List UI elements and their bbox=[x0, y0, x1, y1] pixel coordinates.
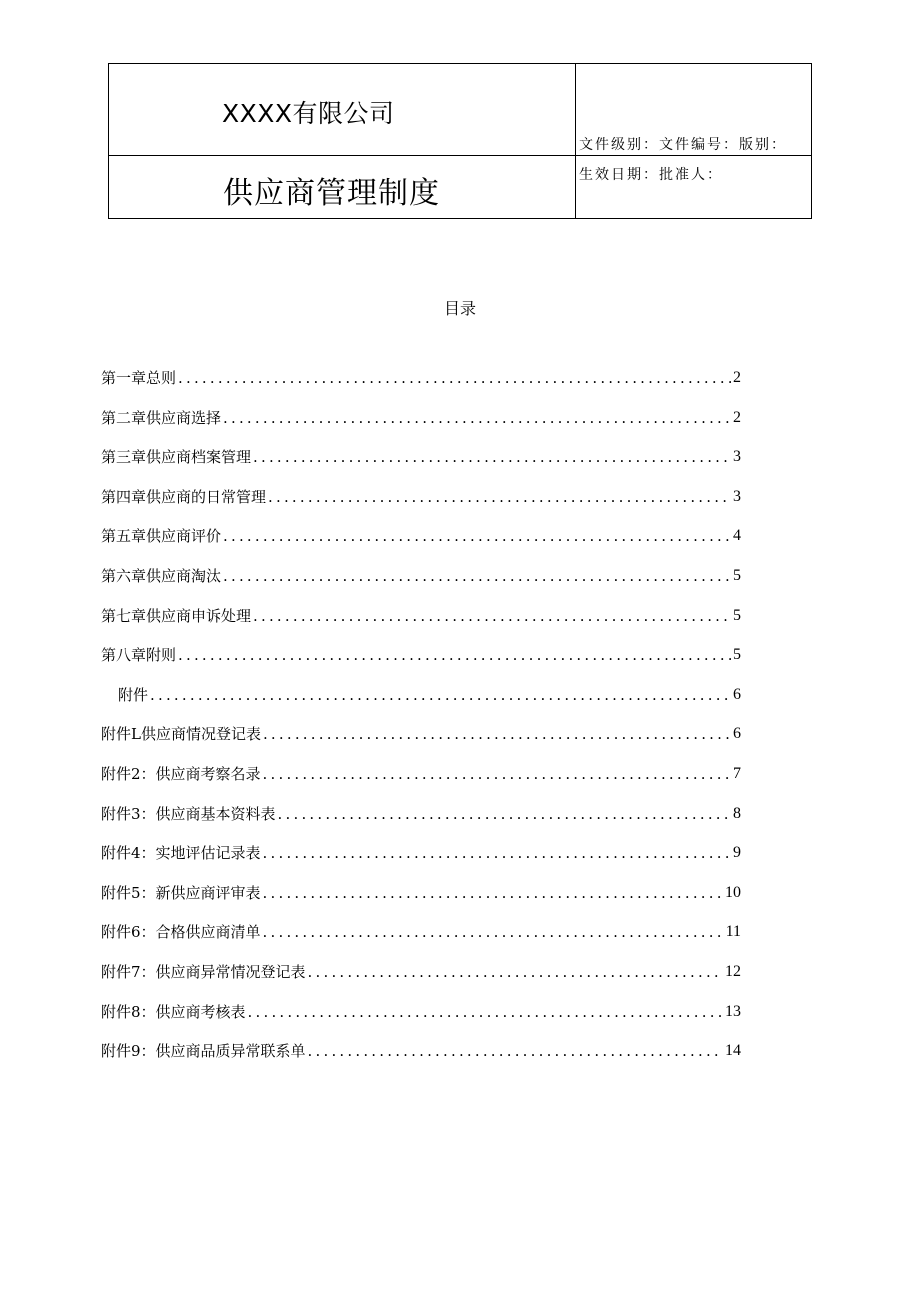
toc-entry-page: 11 bbox=[725, 923, 741, 941]
toc-entry[interactable] bbox=[101, 843, 741, 883]
toc-leader-dots bbox=[176, 645, 731, 665]
toc-entry-page: 5 bbox=[733, 566, 741, 584]
toc-entry-label: 第二章供应商选择 bbox=[101, 408, 222, 427]
toc-entry-label: 附件6：合格供应商清单 bbox=[101, 923, 261, 942]
company-cell bbox=[109, 64, 576, 156]
toc-entry-label: 附件4：实地评估记录表 bbox=[101, 844, 261, 863]
toc-entry-label: 第四章供应商的日常管理 bbox=[101, 487, 267, 506]
toc-entry-page: 13 bbox=[725, 1002, 741, 1020]
toc-entry-page: 6 bbox=[733, 725, 741, 743]
toc-entry-page: 3 bbox=[733, 448, 741, 466]
toc-entry[interactable] bbox=[101, 1041, 741, 1081]
toc-entry-page: 2 bbox=[733, 369, 741, 386]
toc-entry[interactable] bbox=[101, 447, 741, 487]
toc-entry[interactable] bbox=[101, 724, 741, 764]
toc-entry-label: 附件 bbox=[118, 685, 149, 704]
toc-leader-dots bbox=[276, 804, 731, 824]
document-title: 供应商管理制度 bbox=[223, 176, 440, 211]
toc-entry-label: 第一章总则 bbox=[101, 369, 177, 387]
toc-entry-page: 3 bbox=[733, 487, 741, 505]
toc-entry-page: 14 bbox=[725, 1042, 741, 1060]
toc-entry-label: 第八章附则 bbox=[101, 646, 177, 665]
toc-entry[interactable] bbox=[101, 764, 741, 804]
toc-leader-dots bbox=[176, 368, 731, 388]
toc-entry-page: 8 bbox=[733, 804, 741, 822]
document-header-table bbox=[108, 63, 812, 219]
toc-entry-label: 附件9：供应商品质异常联系单 bbox=[101, 1042, 306, 1061]
toc-entry-label: 第六章供应商淘汰 bbox=[101, 566, 222, 585]
toc-entry[interactable] bbox=[101, 408, 741, 448]
effective-date-approver: 生效日期：批准人： bbox=[579, 167, 723, 183]
toc-entry[interactable] bbox=[101, 962, 741, 1002]
toc-leader-dots bbox=[251, 447, 731, 467]
toc-entry-page: 5 bbox=[733, 646, 741, 664]
toc-entry-label: 附件7：供应商异常情况登记表 bbox=[101, 962, 306, 981]
toc-leader-dots bbox=[306, 1041, 723, 1061]
toc-leader-dots bbox=[261, 764, 731, 784]
document-level-number-version: 文件级别：文件编号：版别： bbox=[579, 137, 787, 153]
toc-entry[interactable] bbox=[101, 487, 741, 527]
toc-entry[interactable] bbox=[101, 645, 741, 685]
toc-entry-label: 附件8：供应商考核表 bbox=[101, 1002, 246, 1021]
toc-heading: 目录 bbox=[443, 299, 476, 318]
toc-leader-dots bbox=[221, 566, 731, 586]
toc-entry-page: 7 bbox=[733, 764, 741, 782]
toc-entry-label: 第三章供应商档案管理 bbox=[101, 448, 252, 467]
toc-entry-page: 4 bbox=[733, 527, 741, 545]
toc-entry[interactable] bbox=[101, 922, 741, 962]
toc-entry[interactable] bbox=[101, 1002, 741, 1042]
toc-entry-page: 2 bbox=[733, 408, 741, 426]
toc-entry[interactable] bbox=[101, 368, 741, 408]
toc-leader-dots bbox=[148, 685, 731, 705]
toc-entry[interactable] bbox=[101, 606, 741, 646]
table-of-contents bbox=[101, 368, 741, 1081]
approval-meta-cell bbox=[576, 156, 811, 218]
toc-entry[interactable] bbox=[101, 804, 741, 844]
toc-leader-dots bbox=[261, 724, 731, 744]
toc-entry[interactable] bbox=[101, 883, 741, 923]
title-cell bbox=[109, 156, 576, 218]
toc-leader-dots bbox=[221, 408, 731, 428]
toc-entry-label: 附件3：供应商基本资料表 bbox=[101, 804, 276, 823]
toc-leader-dots bbox=[261, 883, 723, 903]
toc-leader-dots bbox=[246, 1002, 723, 1022]
toc-leader-dots bbox=[306, 962, 723, 982]
toc-leader-dots bbox=[251, 606, 731, 626]
toc-entry-label: 第五章供应商评价 bbox=[101, 527, 222, 546]
toc-entry[interactable] bbox=[101, 526, 741, 566]
toc-entry[interactable] bbox=[101, 566, 741, 606]
toc-leader-dots bbox=[261, 843, 731, 863]
toc-entry-label: 附件2：供应商考察名录 bbox=[101, 764, 261, 783]
document-meta-cell bbox=[576, 64, 811, 156]
toc-entry-page: 10 bbox=[725, 883, 741, 901]
company-name: XXXX有限公司 bbox=[222, 99, 395, 128]
toc-leader-dots bbox=[261, 922, 724, 942]
toc-entry-page: 6 bbox=[733, 685, 741, 703]
toc-entry-label: 附件5：新供应商评审表 bbox=[101, 883, 261, 902]
toc-entry-label: 第七章供应商申诉处理 bbox=[101, 606, 252, 625]
toc-entry-page: 5 bbox=[733, 606, 741, 624]
toc-leader-dots bbox=[266, 487, 731, 507]
toc-entry[interactable] bbox=[101, 685, 741, 725]
toc-entry-page: 12 bbox=[725, 962, 741, 980]
toc-entry-label: 附件L供应商情况登记表 bbox=[101, 725, 261, 744]
toc-leader-dots bbox=[221, 526, 731, 546]
toc-entry-page: 9 bbox=[733, 844, 741, 862]
